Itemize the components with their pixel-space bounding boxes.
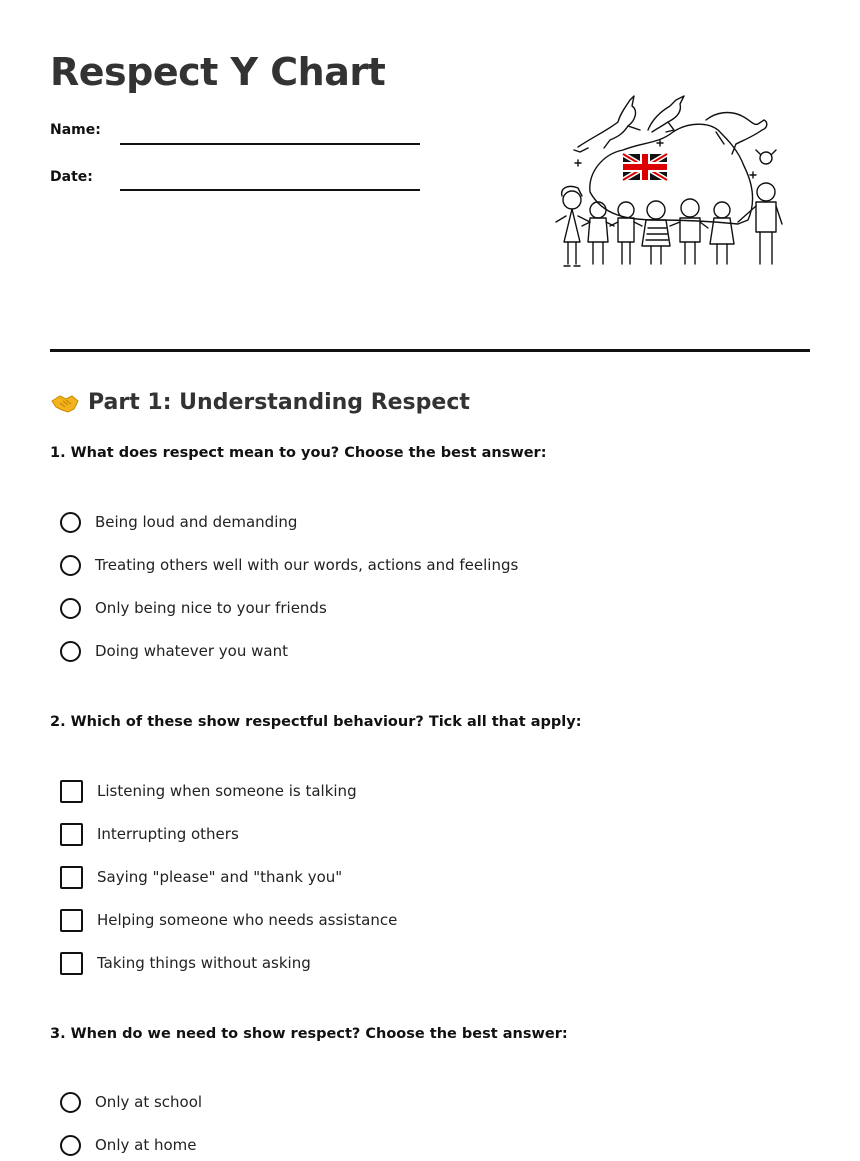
radio-button[interactable] xyxy=(60,1092,81,1113)
q2-option-5[interactable] xyxy=(60,950,311,976)
option-label: Doing whatever you want xyxy=(95,642,288,660)
date-field[interactable] xyxy=(120,189,420,191)
q1-option-3[interactable] xyxy=(60,595,327,621)
part1-title: Part 1: Understanding Respect xyxy=(88,390,470,415)
children-australia-illustration xyxy=(548,92,788,274)
q2-option-1[interactable] xyxy=(60,778,357,804)
question-1: 1. What does respect mean to you? Choose the best answer: xyxy=(50,445,547,461)
option-label: Only being nice to your friends xyxy=(95,599,327,617)
radio-button[interactable] xyxy=(60,598,81,619)
q1-option-1[interactable] xyxy=(60,509,297,535)
union-jack-flag-icon xyxy=(623,154,667,180)
checkbox[interactable] xyxy=(60,823,83,846)
option-label: Being loud and demanding xyxy=(95,513,298,531)
q3-option-1[interactable] xyxy=(60,1089,202,1115)
q2-option-2[interactable] xyxy=(60,821,239,847)
option-label: Interrupting others xyxy=(97,825,239,843)
checkbox[interactable] xyxy=(60,866,83,889)
name-field[interactable] xyxy=(120,143,420,145)
handshake-icon xyxy=(50,391,80,415)
question-2: 2. Which of these show respectful behaviour? Tick all that apply: xyxy=(50,714,582,730)
name-label: Name: xyxy=(50,122,101,138)
option-label: Helping someone who needs assistance xyxy=(97,911,398,929)
checkbox[interactable] xyxy=(60,909,83,932)
option-label: Listening when someone is talking xyxy=(97,782,357,800)
q1-option-4[interactable] xyxy=(60,638,288,664)
worksheet-title: Respect Y Chart xyxy=(50,50,386,94)
option-label: Treating others well with our words, actions and feelings xyxy=(95,556,519,574)
radio-button[interactable] xyxy=(60,641,81,662)
question-3: 3. When do we need to show respect? Choose the best answer: xyxy=(50,1026,568,1042)
radio-button[interactable] xyxy=(60,555,81,576)
radio-button[interactable] xyxy=(60,512,81,533)
option-label: Only at school xyxy=(95,1093,203,1111)
option-label: Saying "please" and "thank you" xyxy=(97,868,343,886)
radio-button[interactable] xyxy=(60,1135,81,1156)
date-label: Date: xyxy=(50,169,93,185)
option-label: Taking things without asking xyxy=(97,954,311,972)
q2-option-4[interactable] xyxy=(60,907,397,933)
q2-option-3[interactable] xyxy=(60,864,342,890)
checkbox[interactable] xyxy=(60,780,83,803)
section-divider xyxy=(50,349,810,352)
option-label: Only at home xyxy=(95,1136,197,1154)
part1-heading xyxy=(50,390,470,415)
checkbox[interactable] xyxy=(60,952,83,975)
q3-option-2[interactable] xyxy=(60,1132,197,1158)
q1-option-2[interactable] xyxy=(60,552,518,578)
